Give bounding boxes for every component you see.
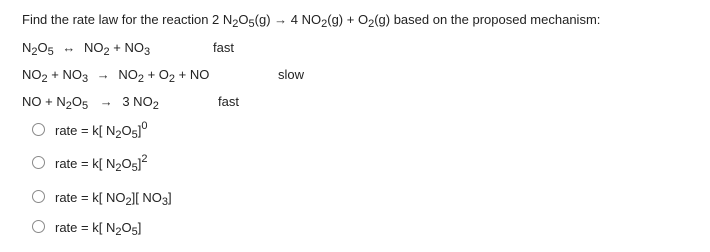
option-label-1[interactable]: rate = k[ $N_2O_5]^0$ (55, 120, 148, 141)
reaction-arrow: → (274, 12, 288, 27)
option-label-3[interactable]: rate = k[ $NO_2$][ $NO_3$] (55, 190, 172, 208)
option-radio-1[interactable] (32, 123, 45, 136)
step-1-rate: fast (213, 40, 234, 55)
forward-arrow: → (96, 67, 110, 82)
question-text: Find the rate law for the reaction 2 $N_2O_5(g) \to 4$ $NO_2(g) + O_2(g)$ based on the proposed mechanism: (22, 12, 601, 30)
step-3-rate: fast (218, 94, 239, 109)
option-label-2[interactable]: rate = k[ $N_2O_5]^2$ (55, 153, 148, 174)
option-radio-3[interactable] (32, 190, 45, 203)
equilibrium-arrow: ↔ (62, 40, 76, 55)
option-label-4[interactable]: rate = k[ $N_2O_5$] (55, 220, 142, 238)
step-2-rate: slow (278, 67, 305, 82)
mechanism-step-1: $N_2O_5$ ↔ $NO_2 + NO_3$ (22, 40, 151, 58)
option-radio-2[interactable] (32, 156, 45, 169)
mechanism-step-2: $NO_2 + NO_3 \to NO_2 + O_2$ + NO (22, 67, 210, 85)
forward-arrow: → (99, 94, 113, 109)
option-radio-4[interactable] (32, 220, 45, 233)
mechanism-step-3: NO + $N_2O_5 \to 3$ $NO_2$ (22, 94, 159, 112)
